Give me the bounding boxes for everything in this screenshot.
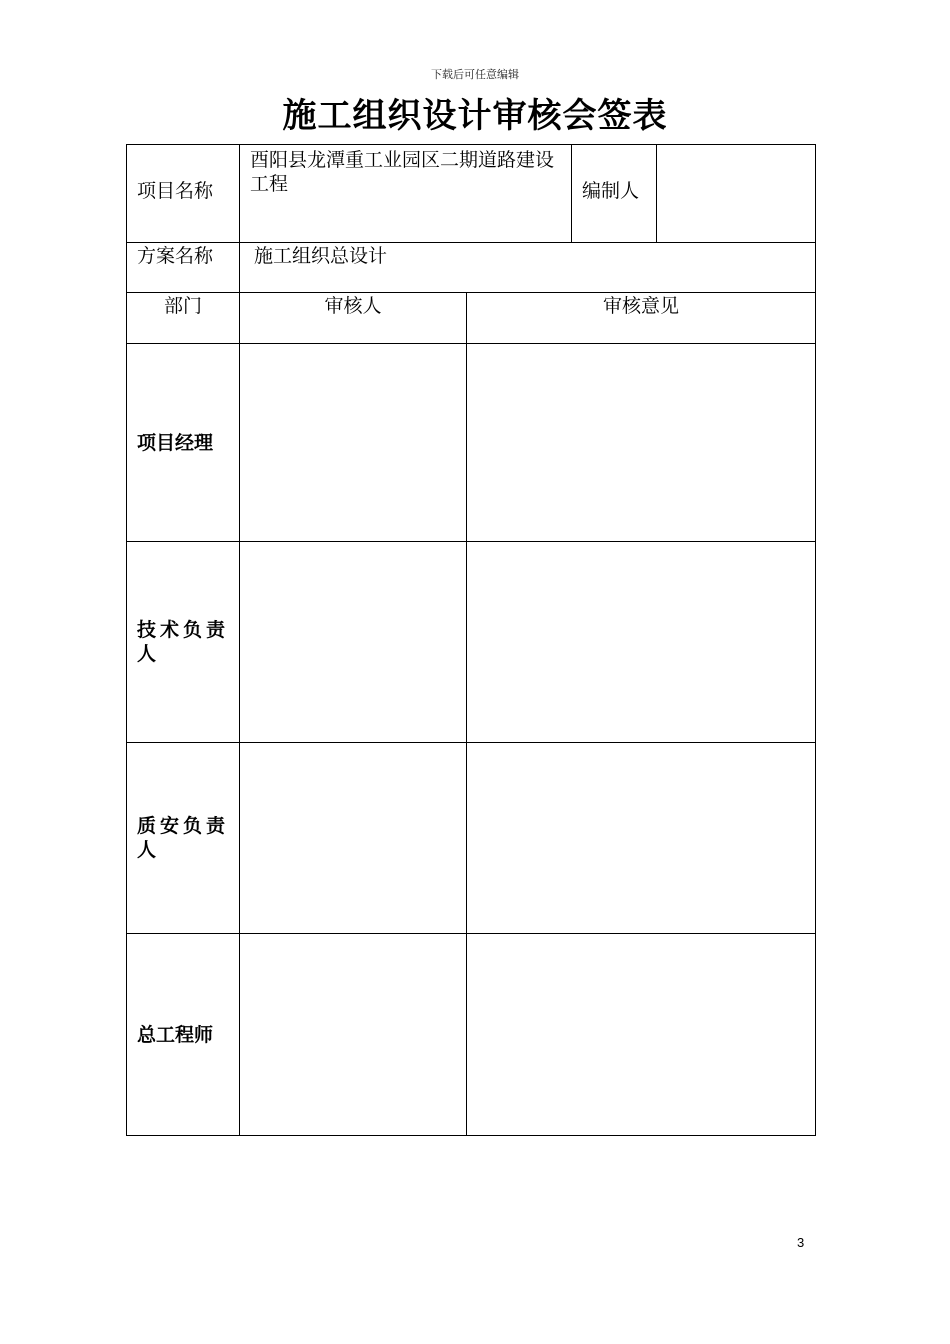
reviewer-cell[interactable] — [240, 934, 467, 1136]
department-cell: 技术负责人 — [127, 542, 240, 743]
editor-label: 编制人 — [572, 145, 657, 243]
table-row — [127, 344, 816, 542]
column-header-department: 部门 — [127, 293, 240, 344]
document-title: 施工组织设计审核会签表 — [282, 96, 668, 136]
reviewer-cell[interactable] — [240, 542, 467, 743]
project-row — [127, 145, 816, 243]
editor-value[interactable] — [657, 145, 816, 243]
opinion-cell[interactable] — [467, 743, 816, 934]
table-row — [127, 743, 816, 934]
reviewer-cell[interactable] — [240, 743, 467, 934]
column-header-reviewer: 审核人 — [240, 293, 467, 344]
department-cell: 质安负责人 — [127, 743, 240, 934]
plan-row — [127, 243, 816, 293]
table-row — [127, 934, 816, 1136]
project-name-value[interactable]: 酉阳县龙潭重工业园区二期道路建设工程 — [240, 145, 572, 243]
opinion-cell[interactable] — [467, 934, 816, 1136]
department-cell: 总工程师 — [127, 934, 240, 1136]
department-cell: 项目经理 — [127, 344, 240, 542]
plan-name-value[interactable]: 施工组织总设计 — [240, 243, 816, 293]
project-name-label: 项目名称 — [127, 145, 240, 243]
opinion-cell[interactable] — [467, 542, 816, 743]
column-header-row — [127, 293, 816, 344]
reviewer-cell[interactable] — [240, 344, 467, 542]
plan-name-label: 方案名称 — [127, 243, 240, 293]
table-row — [127, 542, 816, 743]
review-signoff-table — [126, 144, 816, 1136]
column-header-opinion: 审核意见 — [467, 293, 816, 344]
page-number: 3 — [797, 1235, 805, 1250]
opinion-cell[interactable] — [467, 344, 816, 542]
header-note: 下载后可任意编辑 — [431, 68, 519, 81]
